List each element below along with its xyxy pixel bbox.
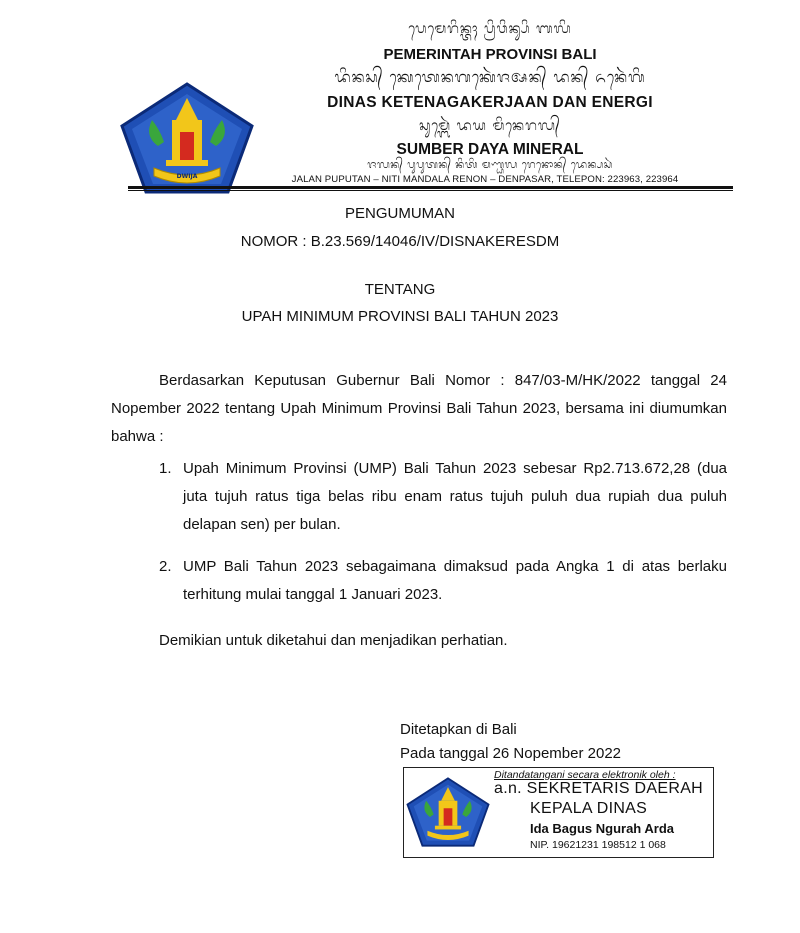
signature-position: KEPALA DINAS	[530, 800, 648, 817]
header-script-line-3: ᬲᬸᬫ᭄ᬩᬾᬃ ᬤᬬ ᬫᬶᬦᬾᬭᬮ᭄	[419, 118, 561, 134]
list-item	[111, 455, 727, 539]
signature-emblem	[405, 772, 491, 852]
issue-date: Pada tanggal 26 Nopember 2022	[400, 745, 622, 762]
header-agency-continued: SUMBER DAYA MINERAL	[396, 141, 584, 158]
list-item-text: UMP Bali Tahun 2023 sebagaimana dimaksud pada Angka 1 di atas berlaku terhitung mulai tanggal 1 Januari 2023.	[183, 558, 727, 603]
issue-place: Ditetapkan di Bali	[400, 721, 517, 738]
header-script-line-2: ᬤᬶᬦᬲ᭄ ᬓᬾᬢᬾᬦᬕᬓᬾᬃᬚᬅᬦ᭄ ᬤᬦ᭄ ᬏᬦᬾᬃᬕᬶ	[334, 68, 646, 86]
signatory-nip: NIP. 19621231 198512 1 068	[530, 839, 666, 851]
list-item-number: 2.	[159, 558, 172, 575]
intro-paragraph	[111, 367, 727, 451]
header-agency: DINAS KETENAGAKERJAAN DAN ENERGI	[327, 94, 653, 111]
svg-text:DWIJA: DWIJA	[176, 173, 198, 180]
signature-on-behalf: a.n. SEKRETARIS DAERAH	[494, 780, 704, 797]
header-script-line-4: ᬚᬮᬦ᭄ ᬧᬸᬧᬸᬢᬦ᭄ ᬦᬶᬢᬶ ᬫᬡ᭄ᬟᬮ ᬭᬾᬦᭀᬦ᭄ ᬤᬾᬦ᭄ᬧᬲᬃ	[367, 159, 613, 171]
list-item	[111, 553, 727, 609]
header-rule-thick	[128, 186, 733, 189]
document-heading: PENGUMUMAN	[344, 205, 455, 222]
signature-note: Ditandatangani secara elektronik oleh :	[494, 769, 676, 781]
document-number: NOMOR : B.23.569/14046/IV/DISNAKERESDM	[240, 233, 560, 250]
header-government: PEMERINTAH PROVINSI BALI	[383, 46, 597, 63]
signatory-name: Ida Bagus Ngurah Arda	[530, 821, 674, 836]
header-script-line-1: ᬧᬾᬫᬾᬭᬶᬦ᭄ᬢᬄ ᬧ᭄ᬭᬶᬯᬶᬦ᭄ᬲᬶ ᬩᬮᬶ	[408, 21, 572, 37]
announcement-list	[111, 455, 727, 623]
document-about: TENTANG	[364, 281, 436, 298]
bali-province-emblem	[118, 80, 256, 196]
intro-text: Berdasarkan Keputusan Gubernur Bali Nomor : 847/03-M/HK/2022 tanggal 24 Nopember 2022 tentang Upah Minimum Provinsi Bali Tahun 2023, bersama ini diumumkan bahwa :	[111, 372, 727, 445]
list-item-number: 1.	[159, 460, 172, 477]
list-item-text: Upah Minimum Provinsi (UMP) Bali Tahun 2023 sebesar Rp2.713.672,28 (dua juta tujuh ratus tiga belas ribu enam ratus tujuh puluh dua rupiah dua puluh delapan sen) per bulan.	[183, 460, 727, 533]
document-subject: UPAH MINIMUM PROVINSI BALI TAHUN 2023	[241, 308, 559, 325]
closing-sentence: Demikian untuk diketahui dan menjadikan perhatian.	[159, 632, 508, 649]
header-address: JALAN PUPUTAN – NITI MANDALA RENON – DENPASAR, TELEPON: 223963, 223964	[291, 174, 679, 185]
header-rule-thin	[128, 190, 733, 191]
